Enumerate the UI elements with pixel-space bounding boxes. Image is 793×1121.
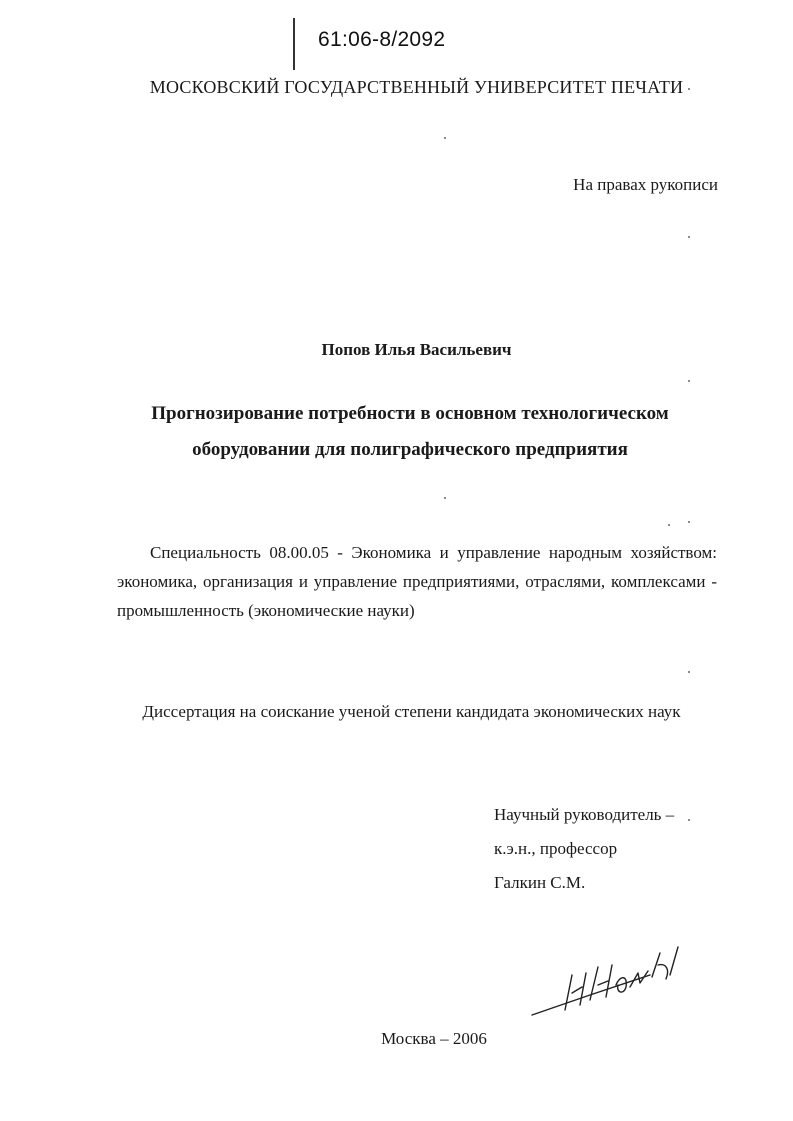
scan-speck [688,88,690,90]
signature-stroke-2 [590,965,612,1000]
archive-code: 61:06-8/2092 [318,28,446,51]
signature-stroke-4 [652,947,678,979]
archive-margin-line [293,18,295,70]
scan-speck [688,521,690,523]
city-year: Москва – 2006 [381,1029,487,1048]
university-name: МОСКОВСКИЙ ГОСУДАРСТВЕННЫЙ УНИВЕРСИТЕТ ПЕЧАТИ [149,77,684,97]
manuscript-rights-note: На правах рукописи [573,175,718,194]
supervisor-name: Галкин С.М. [494,873,586,892]
scan-speck [688,819,690,821]
scan-speck [668,524,670,526]
signature-stroke-1 [565,973,586,1010]
dissertation-title [110,396,710,468]
supervisor-role: Научный руководитель – [494,805,675,824]
title-line-1: Прогнозирование потребности в основном технологическом [151,403,669,424]
scan-speck [688,380,690,382]
specialty-paragraph: Специальность 08.00.05 - Экономика и управление народным хозяйством: экономика, организация и управление предприятиями, отраслями, комплексами - промышленность (экономические науки) [117,543,717,620]
signature-image [520,935,690,1030]
supervisor-degree: к.э.н., профессор [494,839,618,858]
scan-speck [444,497,446,499]
supervisor-block [494,798,674,900]
dissertation-degree-line: Диссертация на соискание ученой степени кандидата экономических наук [142,702,681,721]
scan-speck [688,236,690,238]
scan-speck [444,137,446,139]
author-name: Попов Илья Васильевич [321,340,512,359]
title-line-2: оборудовании для полиграфического предприятия [192,439,628,460]
scan-speck [688,671,690,673]
